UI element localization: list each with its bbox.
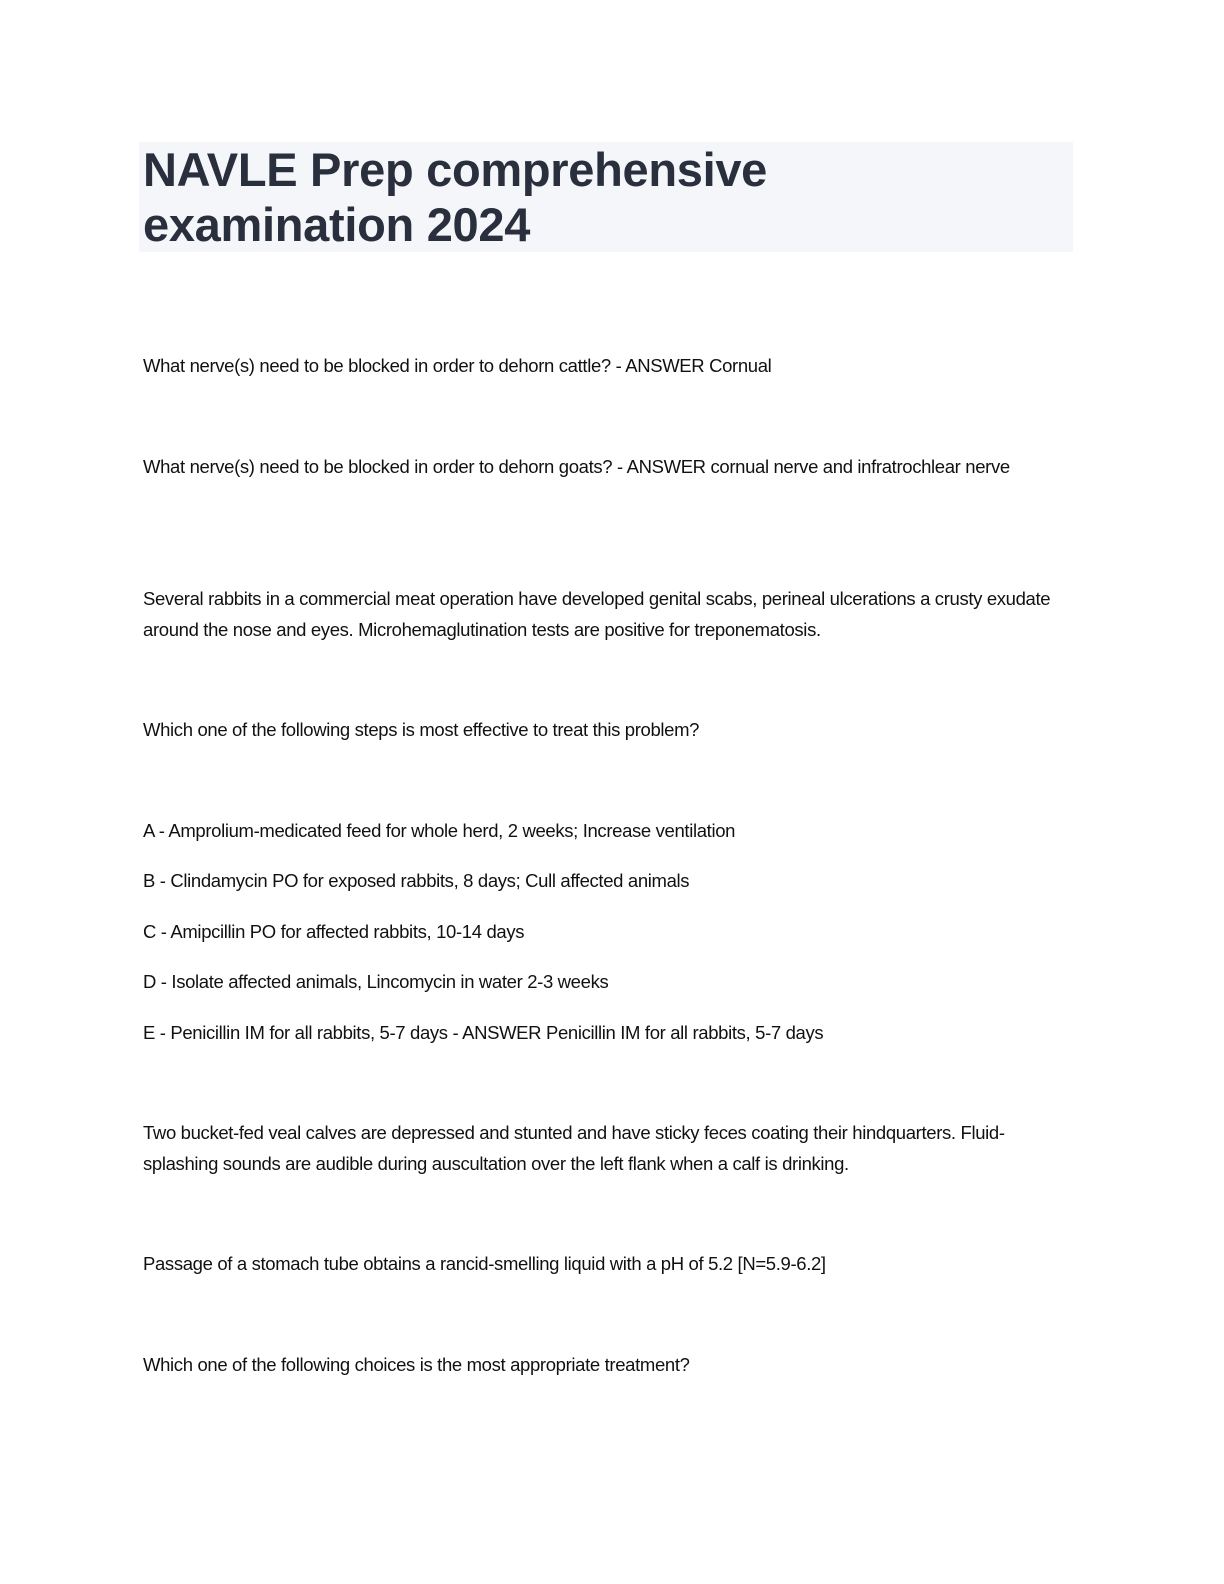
option-d: D - Isolate affected animals, Lincomycin in water 2-3 weeks	[143, 971, 609, 992]
question-dehorn-goats: What nerve(s) need to be blocked in order to dehorn goats? - ANSWER cornual nerve and infratrochlear nerve	[143, 456, 1010, 477]
option-b: B - Clindamycin PO for exposed rabbits, 8 days; Cull affected animals	[143, 870, 690, 891]
document-title: NAVLE Prep comprehensive examination 2024	[143, 143, 768, 251]
question-rabbits-prompt: Which one of the following steps is most effective to treat this problem?	[143, 719, 700, 740]
title-banner	[139, 142, 1073, 252]
question-rabbits-case: Several rabbits in a commercial meat operation have developed genital scabs, perineal ulcerations a crusty exudate around the nose and eyes. Microhemaglutination tests are positive for treponematosis.	[143, 588, 1056, 640]
question-stomach-tube-finding: Passage of a stomach tube obtains a rancid-smelling liquid with a pH of 5.2 [N=5.9-6.2]	[143, 1253, 826, 1274]
option-c: C - Amipcillin PO for affected rabbits, 10-14 days	[143, 921, 525, 942]
question-dehorn-cattle: What nerve(s) need to be blocked in order to dehorn cattle? - ANSWER Cornual	[143, 355, 772, 376]
question-treatment-prompt: Which one of the following choices is the most appropriate treatment?	[143, 1354, 690, 1375]
option-a: A - Amprolium-medicated feed for whole herd, 2 weeks; Increase ventilation	[143, 820, 736, 841]
question-veal-calves-case: Two bucket-fed veal calves are depressed and stunted and have sticky feces coating their hindquarters. Fluid-splashing sounds are audible during auscultation over the left flank when a calf is drinking.	[143, 1122, 1005, 1174]
option-e-answer: E - Penicillin IM for all rabbits, 5-7 days - ANSWER Penicillin IM for all rabbits, 5-7 days	[143, 1022, 824, 1043]
